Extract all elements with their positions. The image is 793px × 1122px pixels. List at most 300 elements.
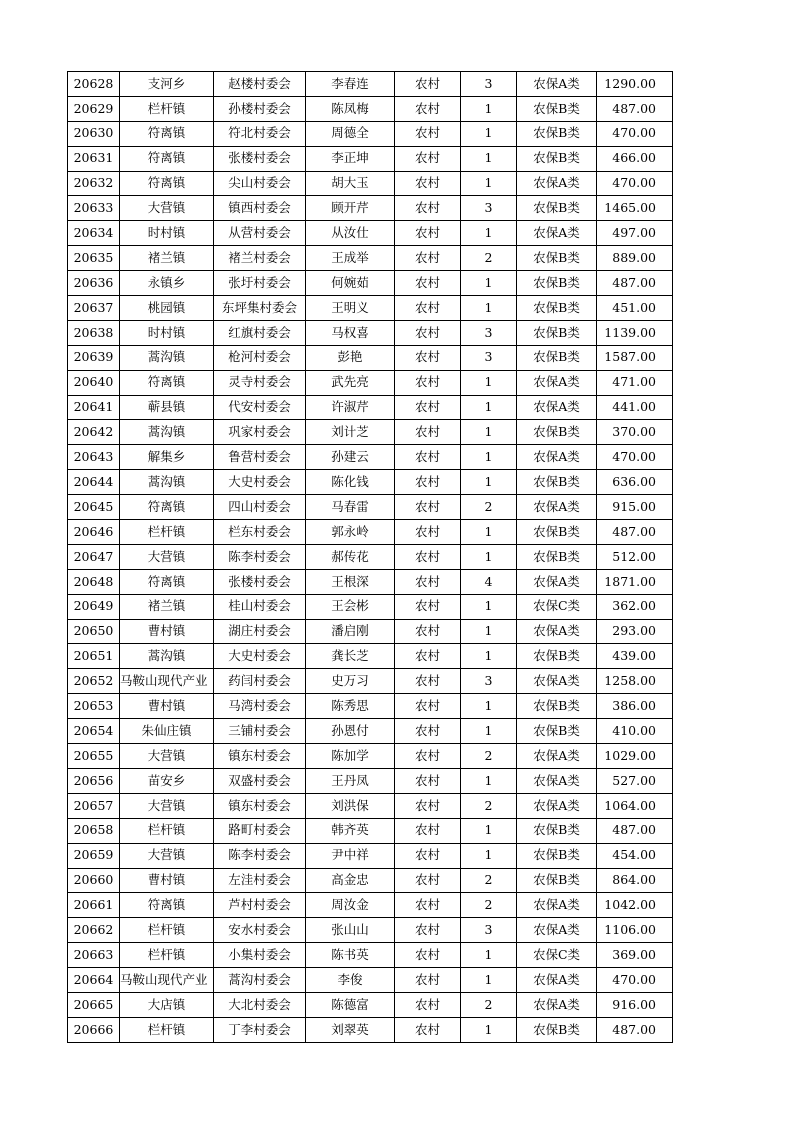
cell-area: 农村 — [395, 544, 461, 569]
cell-name: 刘洪保 — [306, 793, 395, 818]
cell-town: 符离镇 — [120, 171, 214, 196]
cell-name: 陈德富 — [306, 992, 395, 1017]
cell-category: 农保B类 — [517, 544, 597, 569]
cell-id: 20632 — [68, 171, 120, 196]
cell-count: 2 — [461, 793, 517, 818]
cell-id: 20639 — [68, 345, 120, 370]
cell-village: 芦村村委会 — [214, 893, 306, 918]
cell-town: 符离镇 — [120, 121, 214, 146]
table-row — [68, 345, 673, 370]
cell-name: 从汝仕 — [306, 221, 395, 246]
cell-amount: 470.00 — [597, 445, 673, 470]
cell-area: 农村 — [395, 768, 461, 793]
cell-area: 农村 — [395, 171, 461, 196]
table-row — [68, 271, 673, 296]
table-row — [68, 520, 673, 545]
cell-town: 苗安乡 — [120, 768, 214, 793]
cell-category: 农保A类 — [517, 918, 597, 943]
cell-amount: 362.00 — [597, 594, 673, 619]
table-row — [68, 1017, 673, 1042]
cell-name: 彭艳 — [306, 345, 395, 370]
cell-village: 尖山村委会 — [214, 171, 306, 196]
cell-town: 大店镇 — [120, 992, 214, 1017]
cell-amount: 441.00 — [597, 395, 673, 420]
cell-category: 农保B类 — [517, 843, 597, 868]
table-row — [68, 669, 673, 694]
cell-category: 农保B类 — [517, 644, 597, 669]
cell-name: 孙恩付 — [306, 719, 395, 744]
cell-town: 栏杆镇 — [120, 520, 214, 545]
cell-amount: 451.00 — [597, 296, 673, 321]
cell-id: 20644 — [68, 470, 120, 495]
cell-category: 农保B类 — [517, 320, 597, 345]
cell-town: 蒿沟镇 — [120, 644, 214, 669]
cell-id: 20636 — [68, 271, 120, 296]
cell-count: 1 — [461, 470, 517, 495]
cell-name: 周德全 — [306, 121, 395, 146]
cell-count: 2 — [461, 868, 517, 893]
cell-id: 20630 — [68, 121, 120, 146]
cell-category: 农保A类 — [517, 893, 597, 918]
cell-name: 王会彬 — [306, 594, 395, 619]
cell-town: 大营镇 — [120, 843, 214, 868]
table-row — [68, 868, 673, 893]
cell-area: 农村 — [395, 221, 461, 246]
cell-count: 2 — [461, 495, 517, 520]
cell-area: 农村 — [395, 121, 461, 146]
cell-area: 农村 — [395, 495, 461, 520]
cell-name: 龚长芝 — [306, 644, 395, 669]
cell-id: 20661 — [68, 893, 120, 918]
cell-area: 农村 — [395, 918, 461, 943]
cell-area: 农村 — [395, 719, 461, 744]
cell-town: 符离镇 — [120, 893, 214, 918]
cell-category: 农保B类 — [517, 146, 597, 171]
cell-id: 20638 — [68, 320, 120, 345]
cell-town: 曹村镇 — [120, 619, 214, 644]
cell-village: 张楼村委会 — [214, 569, 306, 594]
table-row — [68, 619, 673, 644]
table-row — [68, 694, 673, 719]
table-row — [68, 296, 673, 321]
cell-town: 曹村镇 — [120, 694, 214, 719]
cell-id: 20642 — [68, 420, 120, 445]
cell-id: 20633 — [68, 196, 120, 221]
cell-category: 农保B类 — [517, 818, 597, 843]
cell-count: 1 — [461, 96, 517, 121]
cell-count: 3 — [461, 72, 517, 97]
table-row — [68, 793, 673, 818]
cell-count: 1 — [461, 146, 517, 171]
cell-amount: 864.00 — [597, 868, 673, 893]
cell-category: 农保B类 — [517, 296, 597, 321]
cell-village: 镇东村委会 — [214, 793, 306, 818]
cell-town: 朱仙庄镇 — [120, 719, 214, 744]
cell-id: 20656 — [68, 768, 120, 793]
cell-village: 符北村委会 — [214, 121, 306, 146]
cell-area: 农村 — [395, 296, 461, 321]
cell-village: 双盛村委会 — [214, 768, 306, 793]
cell-area: 农村 — [395, 271, 461, 296]
table-row — [68, 246, 673, 271]
cell-name: 刘翠英 — [306, 1017, 395, 1042]
cell-category: 农保C类 — [517, 594, 597, 619]
cell-town: 栏杆镇 — [120, 943, 214, 968]
cell-id: 20641 — [68, 395, 120, 420]
cell-category: 农保B类 — [517, 271, 597, 296]
cell-area: 农村 — [395, 395, 461, 420]
cell-town: 曹村镇 — [120, 868, 214, 893]
cell-amount: 471.00 — [597, 370, 673, 395]
cell-count: 2 — [461, 246, 517, 271]
cell-id: 20648 — [68, 569, 120, 594]
table-row — [68, 818, 673, 843]
cell-id: 20631 — [68, 146, 120, 171]
cell-name: 王成举 — [306, 246, 395, 271]
cell-category: 农保A类 — [517, 669, 597, 694]
cell-category: 农保A类 — [517, 72, 597, 97]
cell-id: 20637 — [68, 296, 120, 321]
cell-town: 马鞍山现代产业 — [120, 669, 214, 694]
cell-town: 蒿沟镇 — [120, 420, 214, 445]
cell-id: 20629 — [68, 96, 120, 121]
cell-amount: 916.00 — [597, 992, 673, 1017]
cell-id: 20659 — [68, 843, 120, 868]
cell-name: 李正坤 — [306, 146, 395, 171]
cell-village: 湖庄村委会 — [214, 619, 306, 644]
cell-area: 农村 — [395, 146, 461, 171]
cell-area: 农村 — [395, 520, 461, 545]
cell-id: 20663 — [68, 943, 120, 968]
cell-count: 2 — [461, 744, 517, 769]
cell-count: 1 — [461, 818, 517, 843]
cell-village: 大北村委会 — [214, 992, 306, 1017]
cell-name: 王根深 — [306, 569, 395, 594]
table-row — [68, 470, 673, 495]
cell-village: 赵楼村委会 — [214, 72, 306, 97]
cell-town: 蒿沟镇 — [120, 345, 214, 370]
cell-category: 农保C类 — [517, 943, 597, 968]
cell-amount: 439.00 — [597, 644, 673, 669]
cell-town: 蕲县镇 — [120, 395, 214, 420]
table-row — [68, 320, 673, 345]
cell-category: 农保B类 — [517, 1017, 597, 1042]
cell-count: 3 — [461, 196, 517, 221]
cell-town: 永镇乡 — [120, 271, 214, 296]
cell-category: 农保A类 — [517, 569, 597, 594]
cell-amount: 1064.00 — [597, 793, 673, 818]
cell-village: 张楼村委会 — [214, 146, 306, 171]
cell-count: 2 — [461, 893, 517, 918]
cell-amount: 1871.00 — [597, 569, 673, 594]
cell-count: 1 — [461, 644, 517, 669]
cell-amount: 512.00 — [597, 544, 673, 569]
cell-area: 农村 — [395, 619, 461, 644]
cell-area: 农村 — [395, 370, 461, 395]
cell-count: 1 — [461, 121, 517, 146]
table-row — [68, 968, 673, 993]
cell-area: 农村 — [395, 694, 461, 719]
cell-name: 韩齐英 — [306, 818, 395, 843]
cell-count: 1 — [461, 768, 517, 793]
cell-id: 20647 — [68, 544, 120, 569]
cell-id: 20628 — [68, 72, 120, 97]
cell-town: 栏杆镇 — [120, 918, 214, 943]
cell-category: 农保A类 — [517, 619, 597, 644]
cell-count: 1 — [461, 296, 517, 321]
cell-village: 镇东村委会 — [214, 744, 306, 769]
cell-count: 1 — [461, 420, 517, 445]
cell-town: 符离镇 — [120, 495, 214, 520]
cell-village: 镇西村委会 — [214, 196, 306, 221]
cell-count: 1 — [461, 619, 517, 644]
cell-village: 从营村委会 — [214, 221, 306, 246]
cell-id: 20645 — [68, 495, 120, 520]
cell-area: 农村 — [395, 669, 461, 694]
cell-name: 郝传花 — [306, 544, 395, 569]
table-row — [68, 121, 673, 146]
cell-amount: 410.00 — [597, 719, 673, 744]
cell-id: 20654 — [68, 719, 120, 744]
cell-amount: 470.00 — [597, 171, 673, 196]
cell-amount: 386.00 — [597, 694, 673, 719]
cell-town: 蒿沟镇 — [120, 470, 214, 495]
cell-name: 陈秀思 — [306, 694, 395, 719]
cell-village: 四山村委会 — [214, 495, 306, 520]
table-row — [68, 594, 673, 619]
cell-amount: 487.00 — [597, 818, 673, 843]
cell-area: 农村 — [395, 644, 461, 669]
cell-village: 大史村委会 — [214, 644, 306, 669]
table-row — [68, 395, 673, 420]
cell-category: 农保A类 — [517, 793, 597, 818]
cell-name: 高金忠 — [306, 868, 395, 893]
cell-name: 刘计芝 — [306, 420, 395, 445]
cell-town: 时村镇 — [120, 320, 214, 345]
table-row — [68, 370, 673, 395]
cell-category: 农保A类 — [517, 968, 597, 993]
cell-category: 农保A类 — [517, 171, 597, 196]
cell-village: 鲁营村委会 — [214, 445, 306, 470]
cell-category: 农保B类 — [517, 96, 597, 121]
table-row — [68, 146, 673, 171]
table-row — [68, 918, 673, 943]
cell-name: 王明义 — [306, 296, 395, 321]
cell-count: 1 — [461, 1017, 517, 1042]
cell-amount: 454.00 — [597, 843, 673, 868]
cell-amount: 487.00 — [597, 271, 673, 296]
cell-amount: 915.00 — [597, 495, 673, 520]
cell-village: 马湾村委会 — [214, 694, 306, 719]
cell-village: 栏东村委会 — [214, 520, 306, 545]
cell-count: 1 — [461, 445, 517, 470]
cell-village: 灵寺村委会 — [214, 370, 306, 395]
cell-village: 陈李村委会 — [214, 843, 306, 868]
cell-id: 20658 — [68, 818, 120, 843]
table-row — [68, 943, 673, 968]
cell-area: 农村 — [395, 992, 461, 1017]
cell-area: 农村 — [395, 968, 461, 993]
cell-id: 20666 — [68, 1017, 120, 1042]
cell-category: 农保B类 — [517, 868, 597, 893]
cell-village: 路町村委会 — [214, 818, 306, 843]
cell-id: 20660 — [68, 868, 120, 893]
cell-name: 陈书英 — [306, 943, 395, 968]
cell-count: 1 — [461, 221, 517, 246]
cell-name: 马权喜 — [306, 320, 395, 345]
cell-count: 1 — [461, 719, 517, 744]
cell-category: 农保B类 — [517, 420, 597, 445]
cell-village: 蒿沟村委会 — [214, 968, 306, 993]
cell-count: 1 — [461, 271, 517, 296]
cell-count: 3 — [461, 345, 517, 370]
table-row — [68, 768, 673, 793]
cell-category: 农保B类 — [517, 719, 597, 744]
cell-area: 农村 — [395, 1017, 461, 1042]
cell-category: 农保A类 — [517, 992, 597, 1017]
cell-category: 农保B类 — [517, 694, 597, 719]
cell-amount: 527.00 — [597, 768, 673, 793]
cell-town: 褚兰镇 — [120, 246, 214, 271]
table-row — [68, 744, 673, 769]
cell-name: 陈凤梅 — [306, 96, 395, 121]
cell-amount: 636.00 — [597, 470, 673, 495]
cell-amount: 889.00 — [597, 246, 673, 271]
cell-area: 农村 — [395, 893, 461, 918]
cell-count: 1 — [461, 694, 517, 719]
cell-town: 栏杆镇 — [120, 96, 214, 121]
cell-id: 20655 — [68, 744, 120, 769]
cell-name: 张山山 — [306, 918, 395, 943]
cell-category: 农保A类 — [517, 221, 597, 246]
table-row — [68, 843, 673, 868]
cell-category: 农保B类 — [517, 121, 597, 146]
cell-category: 农保B类 — [517, 470, 597, 495]
cell-village: 枪河村委会 — [214, 345, 306, 370]
cell-name: 王丹凤 — [306, 768, 395, 793]
table-row — [68, 644, 673, 669]
cell-village: 张圩村委会 — [214, 271, 306, 296]
cell-id: 20634 — [68, 221, 120, 246]
cell-category: 农保A类 — [517, 768, 597, 793]
cell-count: 1 — [461, 544, 517, 569]
cell-name: 武先亮 — [306, 370, 395, 395]
cell-town: 符离镇 — [120, 146, 214, 171]
cell-name: 郭永岭 — [306, 520, 395, 545]
cell-area: 农村 — [395, 445, 461, 470]
cell-name: 史万习 — [306, 669, 395, 694]
cell-count: 4 — [461, 569, 517, 594]
cell-area: 农村 — [395, 868, 461, 893]
cell-id: 20652 — [68, 669, 120, 694]
cell-id: 20646 — [68, 520, 120, 545]
cell-name: 周汝金 — [306, 893, 395, 918]
cell-town: 大营镇 — [120, 196, 214, 221]
cell-town: 褚兰镇 — [120, 594, 214, 619]
cell-id: 20664 — [68, 968, 120, 993]
cell-name: 潘启刚 — [306, 619, 395, 644]
cell-area: 农村 — [395, 196, 461, 221]
table-row — [68, 171, 673, 196]
cell-id: 20651 — [68, 644, 120, 669]
cell-area: 农村 — [395, 320, 461, 345]
cell-count: 2 — [461, 992, 517, 1017]
cell-village: 巩家村委会 — [214, 420, 306, 445]
cell-village: 东坪集村委会 — [214, 296, 306, 321]
cell-area: 农村 — [395, 345, 461, 370]
table-row — [68, 420, 673, 445]
cell-amount: 1465.00 — [597, 196, 673, 221]
cell-amount: 487.00 — [597, 96, 673, 121]
cell-count: 3 — [461, 918, 517, 943]
cell-amount: 497.00 — [597, 221, 673, 246]
cell-name: 李俊 — [306, 968, 395, 993]
cell-name: 陈加学 — [306, 744, 395, 769]
cell-amount: 1258.00 — [597, 669, 673, 694]
table-row — [68, 992, 673, 1017]
cell-name: 胡大玉 — [306, 171, 395, 196]
cell-category: 农保A类 — [517, 370, 597, 395]
cell-town: 支河乡 — [120, 72, 214, 97]
cell-area: 农村 — [395, 818, 461, 843]
table-row — [68, 569, 673, 594]
cell-count: 1 — [461, 370, 517, 395]
cell-area: 农村 — [395, 246, 461, 271]
cell-count: 1 — [461, 968, 517, 993]
cell-category: 农保B类 — [517, 345, 597, 370]
cell-id: 20665 — [68, 992, 120, 1017]
cell-town: 大营镇 — [120, 544, 214, 569]
cell-area: 农村 — [395, 470, 461, 495]
cell-id: 20649 — [68, 594, 120, 619]
cell-area: 农村 — [395, 420, 461, 445]
table-row — [68, 544, 673, 569]
cell-name: 陈化钱 — [306, 470, 395, 495]
cell-area: 农村 — [395, 793, 461, 818]
cell-village: 孙楼村委会 — [214, 96, 306, 121]
records-body — [68, 72, 673, 1043]
cell-amount: 1106.00 — [597, 918, 673, 943]
table-row — [68, 495, 673, 520]
cell-name: 马春雷 — [306, 495, 395, 520]
cell-amount: 1587.00 — [597, 345, 673, 370]
cell-amount: 466.00 — [597, 146, 673, 171]
cell-count: 3 — [461, 669, 517, 694]
cell-id: 20635 — [68, 246, 120, 271]
table-row — [68, 196, 673, 221]
cell-count: 1 — [461, 943, 517, 968]
cell-village: 红旗村委会 — [214, 320, 306, 345]
cell-village: 大史村委会 — [214, 470, 306, 495]
cell-area: 农村 — [395, 744, 461, 769]
cell-count: 1 — [461, 520, 517, 545]
cell-town: 大营镇 — [120, 793, 214, 818]
cell-village: 药闫村委会 — [214, 669, 306, 694]
cell-count: 3 — [461, 320, 517, 345]
table-row — [68, 719, 673, 744]
cell-category: 农保A类 — [517, 445, 597, 470]
table-row — [68, 221, 673, 246]
cell-amount: 1290.00 — [597, 72, 673, 97]
cell-id: 20650 — [68, 619, 120, 644]
cell-area: 农村 — [395, 843, 461, 868]
cell-town: 桃园镇 — [120, 296, 214, 321]
cell-village: 代安村委会 — [214, 395, 306, 420]
cell-village: 丁李村委会 — [214, 1017, 306, 1042]
table-row — [68, 445, 673, 470]
cell-area: 农村 — [395, 96, 461, 121]
cell-id: 20653 — [68, 694, 120, 719]
